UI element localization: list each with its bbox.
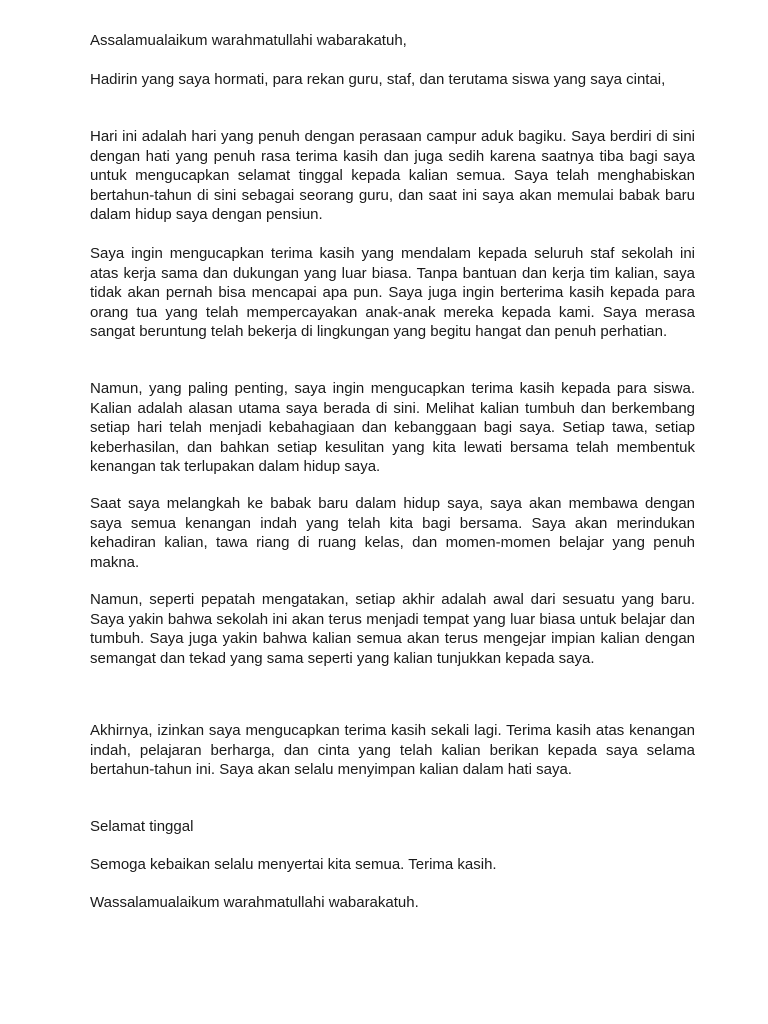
paragraph-5: Namun, seperti pepatah mengatakan, setiap akhir adalah awal dari sesuatu yang baru. Saya yakin bahwa sekolah ini akan terus menjadi tempat yang luar biasa untuk belajar dan tumbuh. Saya juga yakin bahwa kalian semua akan terus mengejar impian kalian dengan semangat dan tekad yang sama seperti yang kalian tunjukkan kepada saya.	[90, 591, 695, 667]
salutation-paragraph: Hadirin yang saya hormati, para rekan guru, staf, dan terutama siswa yang saya cintai,	[90, 71, 666, 88]
paragraph-4: Saat saya melangkah ke babak baru dalam hidup saya, saya akan membawa dengan saya semua kenangan indah yang telah kita bagi bersama. Saya akan merindukan kehadiran kalian, tawa riang di ruang kelas, dan momen-momen belajar yang penuh makna.	[90, 495, 695, 571]
greeting-line: Assalamualaikum warahmatullahi wabarakatuh,	[90, 32, 407, 49]
paragraph-2: Saya ingin mengucapkan terima kasih yang mendalam kepada seluruh staf sekolah ini atas kerja sama dan dukungan yang luar biasa. Tanpa bantuan dan kerja tim kalian, saya tidak akan pernah bisa mencapai apa pun. Saya juga ingin berterima kasih kepada para orang tua yang telah mempercayakan anak-anak mereka kepada kami. Saya merasa sangat beruntung telah bekerja di lingkungan yang begitu hangat dan penuh perhatian.	[90, 245, 695, 341]
paragraph-6: Akhirnya, izinkan saya mengucapkan terima kasih sekali lagi. Terima kasih atas kenangan indah, pelajaran berharga, dan cinta yang telah kalian berikan kepada saya selama bertahun-tahun ini. Saya akan selalu menyimpan kalian dalam hati saya.	[90, 722, 695, 779]
wish-line: Semoga kebaikan selalu menyertai kita semua. Terima kasih.	[90, 856, 497, 873]
closing-line: Wassalamualaikum warahmatullahi wabarakatuh.	[90, 894, 419, 911]
farewell-line: Selamat tinggal	[90, 818, 194, 835]
paragraph-3: Namun, yang paling penting, saya ingin mengucapkan terima kasih kepada para siswa. Kalian adalah alasan utama saya berada di sini. Melihat kalian tumbuh dan berkembang setiap hari telah menjadi kebahagiaan dan kebanggaan bagi saya. Setiap tawa, setiap keberhasilan, dan bahkan setiap kesulitan yang kita lewati bersama telah membentuk kenangan tak terlupakan dalam hidup saya.	[90, 380, 695, 476]
paragraph-1: Hari ini adalah hari yang penuh dengan perasaan campur aduk bagiku. Saya berdiri di sini dengan hati yang penuh rasa terima kasih dan juga sedih karena saatnya tiba bagi saya untuk mengucapkan selamat tinggal kepada kalian semua. Saya telah menghabiskan bertahun-tahun di sini sebagai seorang guru, dan saat ini saya akan memulai babak baru dalam hidup saya dengan pensiun.	[90, 128, 695, 224]
